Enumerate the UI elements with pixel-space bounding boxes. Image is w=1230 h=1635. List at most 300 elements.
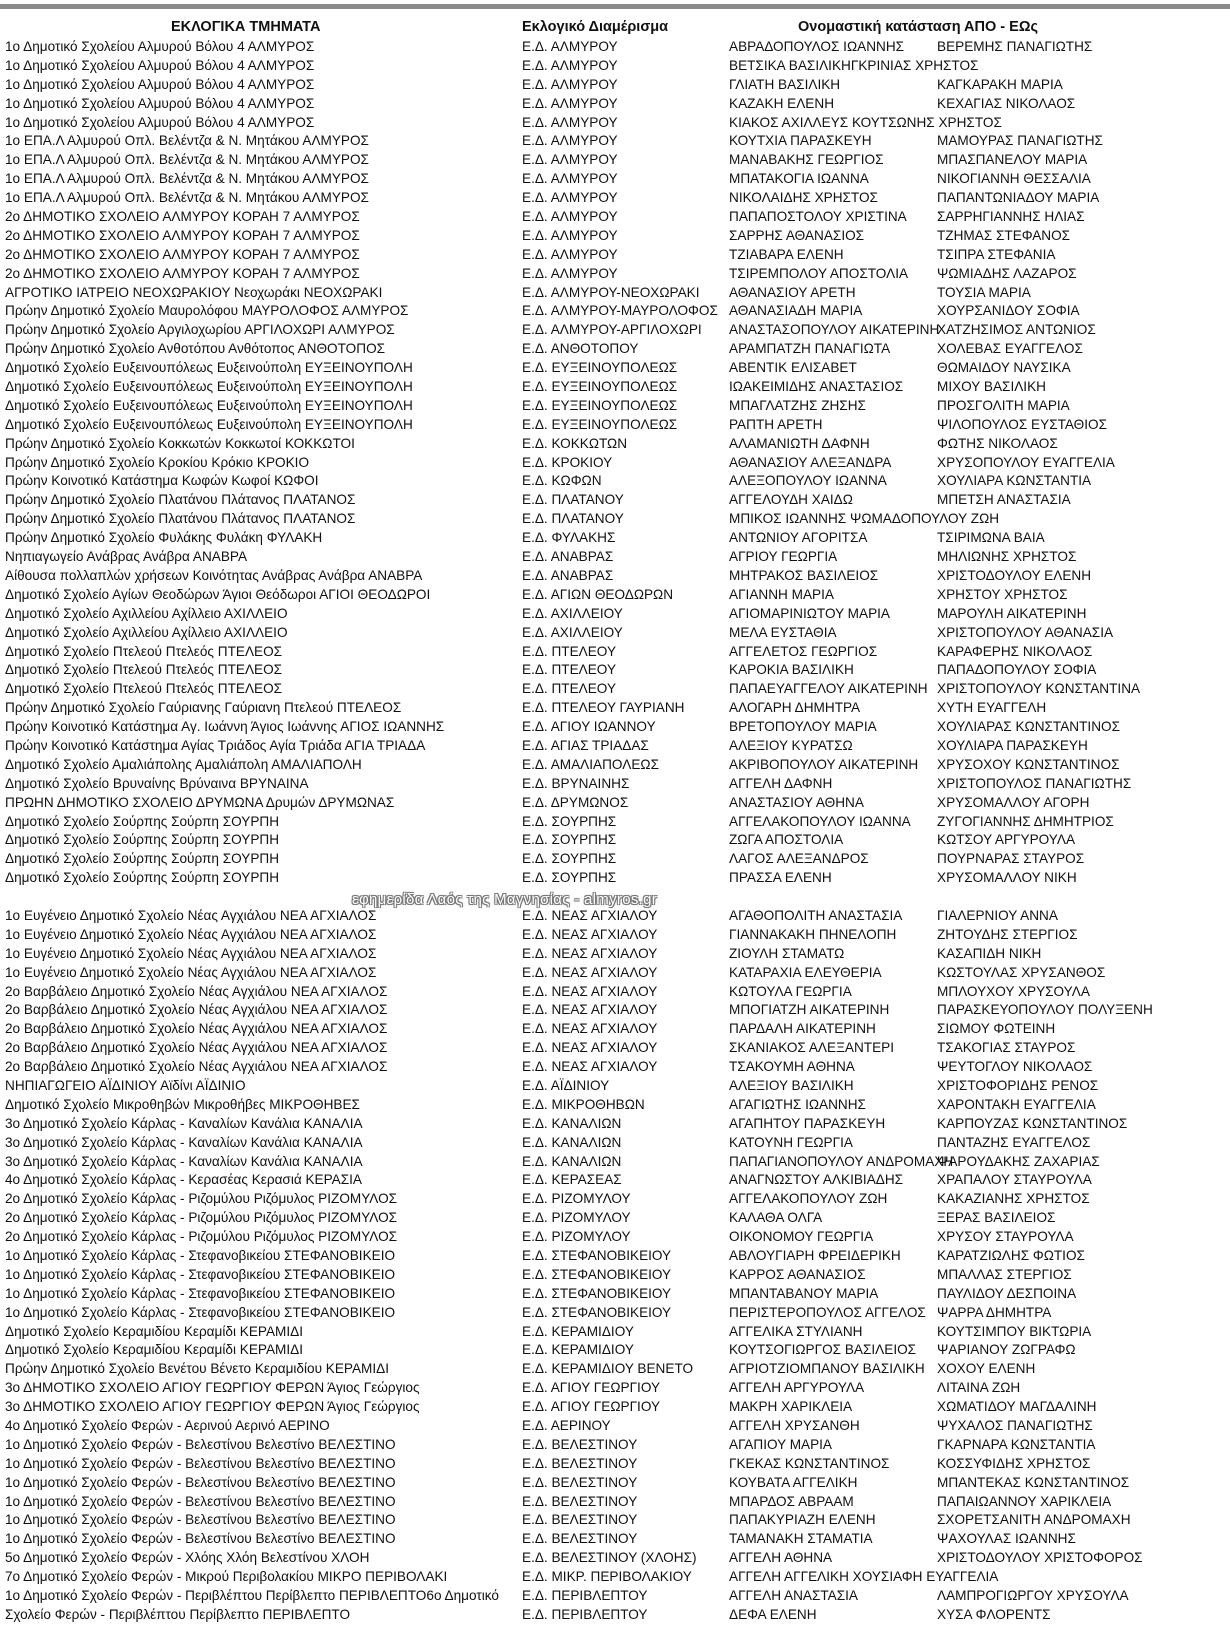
electoral-district: Ε.Δ. ΑΛΜΥΡΟΥ <box>522 76 618 92</box>
name-from: ΤΣΙΡΕΜΠΟΛΟΥ ΑΠΟΣΤΟΛΙΑ <box>729 265 909 281</box>
electoral-district: Ε.Δ. ΜΙΚΡΟΘΗΒΩΝ <box>522 1096 645 1112</box>
electoral-district: Ε.Δ. ΝΕΑΣ ΑΓΧΙΑΛΟΥ <box>522 907 658 923</box>
electoral-district: Ε.Δ. ΑΛΜΥΡΟΥ-ΝΕΟΧΩΡΑΚΙ <box>522 284 700 300</box>
polling-station: 2ο Δημοτικό Σχολείο Κάρλας - Ριζομύλου Ριζόμυλος ΡΙΖΟΜΥΛΟΣ <box>5 1191 398 1207</box>
polling-station: Δημοτικό Σχολείο Σούρπης Σούρπη ΣΟΥΡΠΗ <box>5 870 280 886</box>
electoral-district: Ε.Δ. ΑΝΘΟΤΟΠΟΥ <box>522 341 639 357</box>
table-row <box>0 850 1230 869</box>
electoral-district: Ε.Δ. ΚΑΝΑΛΙΩΝ <box>522 1134 622 1150</box>
electoral-district: Ε.Δ. ΝΕΑΣ ΑΓΧΙΑΛΟΥ <box>522 926 658 942</box>
polling-station: Πρώην Κοινοτικό Κατάστημα Αγίας Τριάδος Αγία Τριάδα ΑΓΙΑ ΤΡΙΑΔΑ <box>5 737 426 753</box>
electoral-district: Ε.Δ. ΚΡΟΚΙΟΥ <box>522 454 613 470</box>
polling-station: 1ο Δημοτικό Σχολείο Φερών - Βελεστίνου Βελεστίνο ΒΕΛΕΣΤΙΝΟ <box>5 1455 396 1471</box>
electoral-district: Ε.Δ. ΑΓΙΩΝ ΘΕΟΔΩΡΩΝ <box>522 586 674 602</box>
name-from: ΑΓΡΙΟΤΖΙΟΜΠΑΝΟΥ ΒΑΣΙΛΙΚΗ <box>729 1361 925 1377</box>
polling-station: Δημοτικό Σχολείο Βρυναίνης Βρύναινα ΒΡΥΝΑΙΝΑ <box>5 775 309 791</box>
table-row <box>0 510 1230 529</box>
electoral-district: Ε.Δ. ΝΕΑΣ ΑΓΧΙΑΛΟΥ <box>522 945 658 961</box>
table-row <box>0 454 1230 473</box>
polling-station: 1ο Δημοτικό Σχολείο Φερών - Βελεστίνου Βελεστίνο ΒΕΛΕΣΤΙΝΟ <box>5 1531 396 1547</box>
name-to: ΚΑΡΠΟΥΖΑΣ ΚΩΝΣΤΑΝΤΙΝΟΣ <box>937 1115 1128 1131</box>
name-to: ΜΠΑΛΛΑΣ ΣΤΕΡΓΙΟΣ <box>937 1266 1072 1282</box>
electoral-district: Ε.Δ. ΑΛΜΥΡΟΥ <box>522 265 618 281</box>
electoral-district: Ε.Δ. ΑΛΜΥΡΟΥ <box>522 95 618 111</box>
polling-station: Δημοτικό Σχολείο Ευξεινουπόλεως Ευξεινούπολη ΕΥΞΕΙΝΟΥΠΟΛΗ <box>5 416 413 432</box>
table-row <box>0 1379 1230 1398</box>
name-to: ΣΑΡΡΗΓΙΑΝΝΗΣ ΗΛΙΑΣ <box>937 209 1085 225</box>
header-electoral-district: Εκλογικό Διαμέρισμα <box>522 19 669 35</box>
name-to: ΧΡΥΣΟΠΟΥΛΟΥ ΕΥΑΓΓΕΛΙΑ <box>937 454 1115 470</box>
name-to: ΧΡΙΣΤΟΠΟΥΛΟΥ ΑΘΑΝΑΣΙΑ <box>937 624 1114 640</box>
polling-station: Πρώην Δημοτικό Σχολείο Πλατάνου Πλάτανος ΠΛΑΤΑΝΟΣ <box>5 492 356 508</box>
name-from: ΓΙΑΝΝΑΚΑΚΗ ΠΗΝΕΛΟΠΗ <box>729 926 897 942</box>
electoral-district: Ε.Δ. ΒΕΛΕΣΤΙΝΟΥ (ΧΛΟΗΣ) <box>522 1550 697 1566</box>
electoral-district: Ε.Δ. ΚΕΡΑΜΙΔΙΟΥ <box>522 1323 634 1339</box>
table-row <box>0 1247 1230 1266</box>
name-from: ΓΚΕΚΑΣ ΚΩΝΣΤΑΝΤΙΝΟΣ <box>729 1455 890 1471</box>
electoral-district: Ε.Δ. ΒΕΛΕΣΤΙΝΟΥ <box>522 1455 638 1471</box>
name-from: ΜΠΑΡΔΟΣ ΑΒΡΑΑΜ <box>729 1493 854 1509</box>
name-to: ΛΙΤΑΙΝΑ ΖΩΗ <box>937 1380 1021 1396</box>
name-from: ΑΝΑΣΤΑΣΟΠΟΥΛΟΥ ΑΙΚΑΤΕΡΙΝΗ <box>729 322 940 338</box>
name-to: ΚΟΣΣΥΦΙΔΗΣ ΧΡΗΣΤΟΣ <box>937 1455 1091 1471</box>
name-to: ΧΟΥΛΙΑΡΑ ΚΩΝΣΤΑΝΤΙΑ <box>937 473 1092 489</box>
name-from: ΑΝΤΩΝΙΟΥ ΑΓΟΡΙΤΣΑ <box>729 530 868 546</box>
table-row <box>0 302 1230 321</box>
table-row <box>0 529 1230 548</box>
electoral-district: Ε.Δ. ΔΡΥΜΩΝΟΣ <box>522 794 629 810</box>
table-row <box>0 605 1230 624</box>
polling-station: 2ο Βαρβάλειο Δημοτικό Σχολείο Νέας Αγχιάλου ΝΕΑ ΑΓΧΙΑΛΟΣ <box>5 1059 388 1075</box>
name-to: ΚΑΡΑΦΕΡΗΣ ΝΙΚΟΛΑΟΣ <box>937 643 1093 659</box>
electoral-district: Ε.Δ. ΚΩΦΩΝ <box>522 473 602 489</box>
name-from: ΚΑΡΡΟΣ ΑΘΑΝΑΣΙΟΣ <box>729 1266 866 1282</box>
polling-station: 2ο Βαρβάλειο Δημοτικό Σχολείο Νέας Αγχιάλου ΝΕΑ ΑΓΧΙΑΛΟΣ <box>5 1002 388 1018</box>
polling-table <box>0 38 1230 1625</box>
name-to: ΧΟΥΡΣΑΝΙΔΟΥ ΣΟΦΙΑ <box>937 303 1080 319</box>
electoral-district: Ε.Δ. ΝΕΑΣ ΑΓΧΙΑΛΟΥ <box>522 1059 658 1075</box>
polling-station: 1ο Ευγένειο Δημοτικό Σχολείο Νέας Αγχιάλου ΝΕΑ ΑΓΧΙΑΛΟΣ <box>5 945 377 961</box>
name-to: ΚΑΓΚΑΡΑΚΗ ΜΑΡΙΑ <box>937 76 1063 92</box>
name-to: ΠΑΠΑΙΩΑΝΝΟΥ ΧΑΡΙΚΛΕΙΑ <box>937 1493 1112 1509</box>
polling-station: Αίθουσα πολλαπλών χρήσεων Κοινότητας Ανάβρας Ανάβρα ΑΝΑΒΡΑ <box>5 567 423 583</box>
name-to: ΧΡΑΠΑΛΟΥ ΣΤΑΥΡΟΥΛΑ <box>937 1172 1092 1188</box>
name-from: ΚΟΥΤΧΙΑ ΠΑΡΑΣΚΕΥΗ <box>729 133 872 149</box>
electoral-district: Ε.Δ. ΚΟΚΚΩΤΩΝ <box>522 435 628 451</box>
electoral-district: Ε.Δ. ΕΥΞΕΙΝΟΥΠΟΛΕΩΣ <box>522 360 678 376</box>
name-from: ΑΛΕΞΙΟΥ ΚΥΡΑΤΣΩ <box>729 737 853 753</box>
name-from: ΑΓΑΠΗΤΟΥ ΠΑΡΑΣΚΕΥΗ <box>729 1115 886 1131</box>
polling-station: 4ο Δημοτικό Σχολείο Κάρλας - Κερασέας Κερασιά ΚΕΡΑΣΙΑ <box>5 1172 362 1188</box>
polling-station: 2ο ΔΗΜΟΤΙΚΟ ΣΧΟΛΕΙΟ ΑΛΜΥΡΟΥ ΚΟΡΑΗ 7 ΑΛΜΥΡΟΣ <box>5 227 360 243</box>
name-from: ΠΑΠΑΕΥΑΓΓΕΛΟΥ ΑΙΚΑΤΕΡΙΝΗ <box>729 681 928 697</box>
table-row <box>0 359 1230 378</box>
name-to: ΧΩΜΑΤΙΔΟΥ ΜΑΓΔΑΛΙΝΗ <box>937 1399 1097 1415</box>
polling-station: 1ο Δημοτικό Σχολείου Αλμυρού Βόλου 4 ΑΛΜΥΡΟΣ <box>5 39 315 54</box>
polling-station: Δημοτικό Σχολείο Αγίων Θεοδώρων Άγιοι Θεόδωροι ΑΓΙΟΙ ΘΕΟΔΩΡΟΙ <box>5 586 431 602</box>
name-from: ΡΑΠΤΗ ΑΡΕΤΗ <box>729 416 823 432</box>
electoral-district: Ε.Δ. ΡΙΖΟΜΥΛΟΥ <box>522 1210 631 1226</box>
table-row <box>0 831 1230 850</box>
name-from: ΑΓΙΟΜΑΡΙΝΙΩΤΟΥ ΜΑΡΙΑ <box>729 605 890 621</box>
table-row <box>0 983 1230 1002</box>
polling-station: 1ο Δημοτικό Σχολείου Αλμυρού Βόλου 4 ΑΛΜΥΡΟΣ <box>5 76 315 92</box>
name-to: ΜΙΧΟΥ ΒΑΣΙΛΙΚΗ <box>937 379 1046 395</box>
electoral-district: Ε.Δ. ΑΓΙΟΥ ΓΕΩΡΓΙΟΥ <box>522 1380 661 1396</box>
name-to: ΚΟΥΤΣΙΜΠΟΥ ΒΙΚΤΩΡΙΑ <box>937 1323 1092 1339</box>
polling-station: Πρώην Δημοτικό Σχολείο Φυλάκης Φυλάκη ΦΥΛΑΚΗ <box>5 530 323 546</box>
electoral-district: Ε.Δ. ΚΑΝΑΛΙΩΝ <box>522 1153 622 1169</box>
name-from: ΑΓΓΕΛΟΥΔΗ ΧΑΙΔΩ <box>729 492 853 508</box>
name-to: ΞΕΡΑΣ ΒΑΣΙΛΕΙΟΣ <box>937 1210 1056 1226</box>
name-from: ΑΝΑΓΝΩΣΤΟΥ ΑΛΚΙΒΙΑΔΗΣ <box>729 1172 904 1188</box>
electoral-district: Ε.Δ. ΣΤΕΦΑΝΟΒΙΚΕΙΟΥ <box>522 1248 672 1263</box>
electoral-district: Ε.Δ. ΠΕΡΙΒΛΕΠΤΟΥ <box>522 1588 648 1604</box>
polling-station: 1ο Δημοτικό Σχολείο Κάρλας - Στεφανοβικείου ΣΤΕΦΑΝΟΒΙΚΕΙΟ <box>5 1266 396 1282</box>
electoral-district: Ε.Δ. ΑΛΜΥΡΟΥ <box>522 171 618 187</box>
name-to: ΤΖΗΜΑΣ ΣΤΕΦΑΝΟΣ <box>937 227 1071 243</box>
name-to: ΠΑΝΤΑΖΗΣ ΕΥΑΓΓΕΛΟΣ <box>937 1134 1091 1150</box>
electoral-district: Ε.Δ. ΠΤΕΛΕΟΥ <box>522 681 617 697</box>
polling-station: 1ο Δημοτικό Σχολείου Αλμυρού Βόλου 4 ΑΛΜΥΡΟΣ <box>5 57 315 73</box>
electoral-district: Ε.Δ. ΡΙΖΟΜΥΛΟΥ <box>522 1229 631 1245</box>
name-from: ΤΖΙΑΒΑΡΑ ΕΛΕΝΗ <box>729 246 844 262</box>
electoral-district: Ε.Δ. ΝΕΑΣ ΑΓΧΙΑΛΟΥ <box>522 983 658 999</box>
name-to: ΒΕΡΕΜΗΣ ΠΑΝΑΓΙΩΤΗΣ <box>937 39 1093 54</box>
polling-station: 1ο ΕΠΑ.Λ Αλμυρού Οπλ. Βελέντζα & Ν. Μητάκου ΑΛΜΥΡΟΣ <box>5 171 369 187</box>
table-row <box>0 737 1230 756</box>
name-to: ΧΟΧΟΥ ΕΛΕΝΗ <box>937 1361 1036 1377</box>
electoral-district: Ε.Δ. ΚΕΡΑΜΙΔΙΟΥ <box>522 1342 634 1358</box>
name-from: ΖΙΟΥΛΗ ΣΤΑΜΑΤΩ <box>729 945 845 961</box>
polling-station: Πρώην Δημοτικό Σχολείο Αργιλοχωρίου ΑΡΓΙΛΟΧΩΡΙ ΑΛΜΥΡΟΣ <box>5 322 395 338</box>
name-from: ΠΑΡΔΑΛΗ ΑΙΚΑΤΕΡΙΝΗ <box>729 1021 876 1037</box>
electoral-district: Ε.Δ. ΣΟΥΡΠΗΣ <box>522 832 617 848</box>
top-rule <box>0 4 1230 9</box>
table-row <box>0 1568 1230 1587</box>
name-from: ΑΡΑΜΠΑΤΖΗ ΠΑΝΑΓΙΩΤΑ <box>729 341 891 357</box>
electoral-district: Ε.Δ. ΒΕΛΕΣΤΙΝΟΥ <box>522 1493 638 1509</box>
polling-station: 2ο ΔΗΜΟΤΙΚΟ ΣΧΟΛΕΙΟ ΑΛΜΥΡΟΥ ΚΟΡΑΗ 7 ΑΛΜΥΡΟΣ <box>5 209 360 225</box>
table-row <box>0 491 1230 510</box>
name-from: ΜΠΑΤΑΚΟΓΙΑ ΙΩΑΝΝΑ <box>729 171 869 187</box>
name-from: ΑΓΓΕΛΗ ΑΓΓΕΛΙΚΗ ΧΟΥΣΙΑΦΗ ΕΥΑΓΓΕΛΙΑ <box>729 1569 999 1585</box>
polling-station: 1ο Δημοτικό Σχολείο Φερών - Βελεστίνου Βελεστίνο ΒΕΛΕΣΤΙΝΟ <box>5 1474 396 1490</box>
table-row <box>0 1115 1230 1134</box>
electoral-district: Ε.Δ. ΑΛΜΥΡΟΥ <box>522 152 618 168</box>
name-to: ΓΚΑΡΝΑΡΑ ΚΩΝΣΤΑΝΤΙΑ <box>937 1436 1096 1452</box>
table-row <box>0 1077 1230 1096</box>
table-row <box>0 586 1230 605</box>
name-from: ΑΒΕΝΤΙΚ ΕΛΙΣΑΒΕΤ <box>729 360 857 376</box>
electoral-district: Ε.Δ. ΚΕΡΑΣΕΑΣ <box>522 1172 622 1188</box>
table-row <box>0 1096 1230 1115</box>
polling-station: Νηπιαγωγείο Ανάβρας Ανάβρα ΑΝΑΒΡΑ <box>5 549 248 565</box>
table-row <box>0 1436 1230 1455</box>
electoral-district: Ε.Δ. ΜΙΚΡ. ΠΕΡΙΒΟΛΑΚΙΟΥ <box>522 1569 692 1585</box>
name-from: ΑΒΛΟΥΓΙΑΡΗ ΦΡΕΙΔΕΡΙΚΗ <box>729 1248 901 1263</box>
name-from: ΟΙΚΟΝΟΜΟΥ ΓΕΩΡΓΙΑ <box>729 1229 874 1245</box>
polling-station: Δημοτικό Σχολείο Ευξεινουπόλεως Ευξεινούπολη ΕΥΞΕΙΝΟΥΠΟΛΗ <box>5 397 413 413</box>
name-to: ΨΑΡΡΑ ΔΗΜΗΤΡΑ <box>937 1304 1052 1320</box>
polling-station: Δημοτικό Σχολείο Πτελεού Πτελεός ΠΤΕΛΕΟΣ <box>5 662 283 678</box>
electoral-district: Ε.Δ. ΑΓΙΑΣ ΤΡΙΑΔΑΣ <box>522 737 649 753</box>
name-from: ΑΝΑΣΤΑΣΙΟΥ ΑΘΗΝΑ <box>729 794 864 810</box>
electoral-district: Ε.Δ. ΠΤΕΛΕΟΥ <box>522 662 617 678</box>
polling-station: Δημοτικό Σχολείο Μικροθηβών Μικροθήβες ΜΙΚΡΟΘΗΒΕΣ <box>5 1096 360 1112</box>
name-from: ΠΡΑΣΣΑ ΕΛΕΝΗ <box>729 870 832 886</box>
name-from: ΓΛΙΑΤΗ ΒΑΣΙΛΙΚΗ <box>729 76 841 92</box>
electoral-district: Ε.Δ. ΕΥΞΕΙΝΟΥΠΟΛΕΩΣ <box>522 397 678 413</box>
table-row <box>0 397 1230 416</box>
polling-station: 1ο Δημοτικό Σχολείο Φερών - Βελεστίνου Βελεστίνο ΒΕΛΕΣΤΙΝΟ <box>5 1512 396 1528</box>
electoral-district: Ε.Δ. ΒΕΛΕΣΤΙΝΟΥ <box>522 1474 638 1490</box>
electoral-district: Ε.Δ. ΒΕΛΕΣΤΙΝΟΥ <box>522 1436 638 1452</box>
table-row <box>0 57 1230 76</box>
name-to: ΜΠΑΣΠΑΝΕΛΟΥ ΜΑΡΙΑ <box>937 152 1088 168</box>
name-to: ΧΡΙΣΤΟΔΟΥΛΟΥ ΧΡΙΣΤΟΦΟΡΟΣ <box>937 1550 1143 1566</box>
electoral-district: Ε.Δ. ΕΥΞΕΙΝΟΥΠΟΛΕΩΣ <box>522 416 678 432</box>
electoral-district: Ε.Δ. ΑΛΜΥΡΟΥ <box>522 133 618 149</box>
electoral-district: Ε.Δ. ΑΧΙΛΛΕΙΟΥ <box>522 605 623 621</box>
name-from: ΣΚΑΝΙΑΚΟΣ ΑΛΕΞΑΝΤΕΡΙ <box>729 1040 894 1056</box>
electoral-district: Ε.Δ. ΝΕΑΣ ΑΓΧΙΑΛΟΥ <box>522 964 658 980</box>
table-row <box>0 95 1230 114</box>
table-row <box>0 661 1230 680</box>
electoral-district: Ε.Δ. ΦΥΛΑΚΗΣ <box>522 530 616 546</box>
polling-station: Δημοτικό Σχολείο Ευξεινουπόλεως Ευξεινούπολη ΕΥΞΕΙΝΟΥΠΟΛΗ <box>5 360 413 376</box>
polling-station: 1ο Δημοτικό Σχολείο Κάρλας - Στεφανοβικείου ΣΤΕΦΑΝΟΒΙΚΕΙΟ <box>5 1304 396 1320</box>
name-from: ΔΕΦΑ ΕΛΕΝΗ <box>729 1606 817 1622</box>
name-from: ΚΩΤΟΥΛΑ ΓΕΩΡΓΙΑ <box>729 983 852 999</box>
table-row <box>0 1398 1230 1417</box>
name-from: ΖΩΓΑ ΑΠΟΣΤΟΛΙΑ <box>729 832 844 848</box>
electoral-district: Ε.Δ. ΚΑΝΑΛΙΩΝ <box>522 1115 622 1131</box>
name-to: ΠΑΡΑΣΚΕΥΟΠΟΥΛΟΥ ΠΟΛΥΞΕΝΗ <box>937 1002 1153 1018</box>
name-to: ΧΡΥΣΟΜΑΛΛΟΥ ΑΓΟΡΗ <box>937 794 1090 810</box>
table-row <box>0 1549 1230 1568</box>
name-from: ΑΓΑΘΟΠΟΛΙΤΗ ΑΝΑΣΤΑΣΙΑ <box>729 907 903 923</box>
table-row <box>0 548 1230 567</box>
electoral-district: Ε.Δ. ΑΛΜΥΡΟΥ <box>522 227 618 243</box>
name-from: ΑΛΑΜΑΝΙΩΤΗ ΔΑΦΝΗ <box>729 435 870 451</box>
table-row <box>0 567 1230 586</box>
table-row <box>0 38 1230 57</box>
table-row <box>0 284 1230 303</box>
name-to: ΧΥΣΑ ΦΛΟΡΕΝΤΣ <box>937 1606 1051 1622</box>
table-row <box>0 1587 1230 1606</box>
name-to: ΚΑΣΑΠΙΔΗ ΝΙΚΗ <box>937 945 1042 961</box>
polling-station: 1ο Δημοτικό Σχολείο Φερών - Περιβλέπτου Περίβλεπτο ΠΕΡΙΒΛΕΠΤΟ6ο Δημοτικό <box>5 1588 499 1604</box>
name-from: ΠΕΡΙΣΤΕΡΟΠΟΥΛΟΣ ΑΓΓΕΛΟΣ <box>729 1304 926 1320</box>
electoral-district: Ε.Δ. ΠΕΡΙΒΛΕΠΤΟΥ <box>522 1606 648 1622</box>
name-from: ΤΑΜΑΝΑΚΗ ΣΤΑΜΑΤΙΑ <box>729 1531 873 1547</box>
polling-station: 1ο ΕΠΑ.Λ Αλμυρού Οπλ. Βελέντζα & Ν. Μητάκου ΑΛΜΥΡΟΣ <box>5 152 369 168</box>
table-row <box>0 189 1230 208</box>
name-from: ΑΚΡΙΒΟΠΟΥΛΟΥ ΑΙΚΑΤΕΡΙΝΗ <box>729 756 919 772</box>
name-to: ΧΑΡΟΝΤΑΚΗ ΕΥΑΓΓΕΛΙΑ <box>937 1096 1096 1112</box>
name-from: ΛΑΓΟΣ ΑΛΕΞΑΝΔΡΟΣ <box>729 851 869 867</box>
name-to: ΜΑΡΟΥΛΗ ΑΙΚΑΤΕΡΙΝΗ <box>937 605 1087 621</box>
name-to: ΠΡΟΣΓΟΛΙΤΗ ΜΑΡΙΑ <box>937 397 1070 413</box>
table-row <box>0 76 1230 95</box>
table-row <box>0 945 1230 964</box>
table-row <box>0 1153 1230 1172</box>
name-to: ΛΑΜΠΡΟΓΙΩΡΓΟΥ ΧΡΥΣΟΥΛΑ <box>937 1588 1129 1604</box>
name-to: ΝΙΚΟΓΙΑΝΝΗ ΘΕΣΣΑΛΙΑ <box>937 171 1091 187</box>
table-row <box>0 1530 1230 1549</box>
name-from: ΚΟΥΤΣΟΓΙΩΡΓΟΣ ΒΑΣΙΛΕΙΟΣ <box>729 1342 917 1358</box>
table-row <box>0 1134 1230 1153</box>
name-from: ΤΣΑΚΟΥΜΗ ΑΘΗΝΑ <box>729 1059 855 1075</box>
table-row <box>0 435 1230 454</box>
name-to: ΚΕΧΑΓΙΑΣ ΝΙΚΟΛΑΟΣ <box>937 95 1076 111</box>
electoral-district: Ε.Δ. ΑΝΑΒΡΑΣ <box>522 567 614 583</box>
polling-station: Πρώην Δημοτικό Σχολείο Πλατάνου Πλάτανος ΠΛΑΤΑΝΟΣ <box>5 511 356 527</box>
name-to: ΤΣΙΠΡΑ ΣΤΕΦΑΝΙΑ <box>937 246 1056 262</box>
electoral-district: Ε.Δ. ΑΪΔΙΝΙΟΥ <box>522 1077 610 1093</box>
electoral-district: Ε.Δ. ΝΕΑΣ ΑΓΧΙΑΛΟΥ <box>522 1040 658 1056</box>
name-to: ΠΑΥΛΙΔΟΥ ΔΕΣΠΟΙΝΑ <box>937 1285 1077 1301</box>
electoral-district: Ε.Δ. ΑΛΜΥΡΟΥ <box>522 39 618 54</box>
electoral-district: Ε.Δ. ΠΤΕΛΕΟΥ ΓΑΥΡΙΑΝΗ <box>522 700 685 716</box>
table-row <box>0 1606 1230 1625</box>
electoral-district: Ε.Δ. ΒΕΛΕΣΤΙΝΟΥ <box>522 1531 638 1547</box>
name-to: ΦΩΤΗΣ ΝΙΚΟΛΑΟΣ <box>937 435 1058 451</box>
name-to: ΧΡΙΣΤΟΔΟΥΛΟΥ ΕΛΕΝΗ <box>937 567 1092 583</box>
name-from: ΙΩΑΚΕΙΜΙΔΗΣ ΑΝΑΣΤΑΣΙΟΣ <box>729 379 904 395</box>
table-row <box>0 1209 1230 1228</box>
polling-station: Δημοτικό Σχολείο Σούρπης Σούρπη ΣΟΥΡΠΗ <box>5 851 280 867</box>
polling-station: ΠΡΩΗΝ ΔΗΜΟΤΙΚΟ ΣΧΟΛΕΙΟ ΔΡΥΜΩΝΑ Δρυμών ΔΡΥΜΩΝΑΣ <box>5 794 395 810</box>
table-row <box>0 756 1230 775</box>
name-to: ΧΟΥΛΙΑΡΑΣ ΚΩΝΣΤΑΝΤΙΝΟΣ <box>937 719 1120 735</box>
polling-station: 1ο Δημοτικό Σχολείο Κάρλας - Στεφανοβικείου ΣΤΕΦΑΝΟΒΙΚΕΙΟ <box>5 1285 396 1301</box>
electoral-district: Ε.Δ. ΠΤΕΛΕΟΥ <box>522 643 617 659</box>
name-to: ΧΥΤΗ ΕΥΑΓΓΕΛΗ <box>937 700 1047 716</box>
name-to: ΧΡΙΣΤΟΦΟΡΙΔΗΣ ΡΕΝΟΣ <box>937 1077 1099 1093</box>
table-row <box>0 472 1230 491</box>
table-row <box>0 151 1230 170</box>
polling-station: 2ο Βαρβάλειο Δημοτικό Σχολείο Νέας Αγχιάλου ΝΕΑ ΑΓΧΙΑΛΟΣ <box>5 983 388 999</box>
table-row <box>0 680 1230 699</box>
table-row <box>0 1001 1230 1020</box>
electoral-district: Ε.Δ. ΣΟΥΡΠΗΣ <box>522 813 617 829</box>
name-to: ΠΑΠΑΝΤΩΝΙΑΔΟΥ ΜΑΡΙΑ <box>937 190 1100 206</box>
polling-station: 3ο Δημοτικό Σχολείο Κάρλας - Καναλίων Κανάλια ΚΑΝΑΛΙΑ <box>5 1153 363 1169</box>
name-from: ΑΓΓΕΛΑΚΟΠΟΥΛΟΥ ΙΩΑΝΝΑ <box>729 813 911 829</box>
name-from: ΒΡΕΤΟΠΟΥΛΟΥ ΜΑΡΙΑ <box>729 719 877 735</box>
polling-station: Πρώην Δημοτικό Σχολείο Μαυρολόφου ΜΑΥΡΟΛΟΦΟΣ ΑΛΜΥΡΟΣ <box>5 303 409 319</box>
table-row <box>0 699 1230 718</box>
polling-station: Δημοτικό Σχολείο Σούρπης Σούρπη ΣΟΥΡΠΗ <box>5 813 280 829</box>
table-row <box>0 907 1230 926</box>
polling-station: Δημοτικό Σχολείο Πτελεού Πτελεός ΠΤΕΛΕΟΣ <box>5 643 283 659</box>
name-to: ΠΟΥΡΝΑΡΑΣ ΣΤΑΥΡΟΣ <box>937 851 1085 867</box>
polling-station: ΝΗΠΙΑΓΩΓΕΙΟ ΑΪΔΙΝΙΟΥ Αϊδίνι ΑΪΔΙΝΙΟ <box>5 1077 246 1093</box>
electoral-district: Ε.Δ. ΝΕΑΣ ΑΓΧΙΑΛΟΥ <box>522 1021 658 1037</box>
electoral-district: Ε.Δ. ΒΡΥΝΑΙΝΗΣ <box>522 775 630 791</box>
name-to: ΠΑΠΑΔΟΠΟΥΛΟΥ ΣΟΦΙΑ <box>937 662 1097 678</box>
polling-station: 1ο ΕΠΑ.Λ Αλμυρού Οπλ. Βελέντζα & Ν. Μητάκου ΑΛΜΥΡΟΣ <box>5 190 369 206</box>
name-from: ΜΗΤΡΑΚΟΣ ΒΑΣΙΛΕΙΟΣ <box>729 567 879 583</box>
polling-station: 1ο Ευγένειο Δημοτικό Σχολείο Νέας Αγχιάλου ΝΕΑ ΑΓΧΙΑΛΟΣ <box>5 907 377 923</box>
electoral-district: Ε.Δ. ΑΛΜΥΡΟΥ-ΑΡΓΙΛΟΧΩΡΙ <box>522 322 702 338</box>
name-to: ΚΩΣΤΟΥΛΑΣ ΧΡΥΣΑΝΘΟΣ <box>937 964 1106 980</box>
polling-station: Πρώην Κοινοτικό Κατάστημα Αγ. Ιωάννη Άγιος Ιωάννης ΑΓΙΟΣ ΙΩΑΝΝΗΣ <box>5 719 445 735</box>
table-row <box>0 1455 1230 1474</box>
name-to: ΚΑΡΑΤΖΙΩΛΗΣ ΦΩΤΙΟΣ <box>937 1248 1085 1263</box>
name-from: ΑΓΡΙΟΥ ΓΕΩΡΓΙΑ <box>729 549 838 565</box>
polling-station: 1ο Δημοτικό Σχολείο Κάρλας - Στεφανοβικείου ΣΤΕΦΑΝΟΒΙΚΕΙΟ <box>5 1248 396 1263</box>
name-to: ΣΙΩΜΟΥ ΦΩΤΕΙΝΗ <box>937 1021 1056 1037</box>
name-from: ΜΠΙΚΟΣ ΙΩΑΝΝΗΣ ΨΩΜΑΔΟΠΟΥΛΟΥ ΖΩΗ <box>729 511 1000 527</box>
name-from: ΑΓΑΠΙΟΥ ΜΑΡΙΑ <box>729 1436 833 1452</box>
polling-station: Πρώην Δημοτικό Σχολείο Κροκίου Κρόκιο ΚΡΟΚΙΟ <box>5 454 310 470</box>
header-polling-stations: ΕΚΛΟΓΙΚΑ ΤΜΗΜΑΤΑ <box>171 19 321 35</box>
polling-station: 2ο Δημοτικό Σχολείο Κάρλας - Ριζομύλου Ριζόμυλος ΡΙΖΟΜΥΛΟΣ <box>5 1229 398 1245</box>
table-row <box>0 416 1230 435</box>
name-from: ΑΛΕΞΙΟΥ ΒΑΣΙΛΙΚΗ <box>729 1077 854 1093</box>
name-from: ΚΙΑΚΟΣ ΑΧΙΛΛΕΥΣ ΚΟΥΤΣΩΝΗΣ ΧΡΗΣΤΟΣ <box>729 114 1002 130</box>
polling-station: Δημοτικό Σχολείο Πτελεού Πτελεός ΠΤΕΛΕΟΣ <box>5 681 283 697</box>
polling-station: Πρώην Δημοτικό Σχολείο Ανθοτόπου Ανθότοπος ΑΝΘΟΤΟΠΟΣ <box>5 341 386 357</box>
name-to: ΤΣΙΡΙΜΩΝΑ ΒΑΙΑ <box>937 530 1045 546</box>
table-row <box>0 964 1230 983</box>
table-row <box>0 1360 1230 1379</box>
name-to: ΨΕΥΤΟΓΛΟΥ ΝΙΚΟΛΑΟΣ <box>937 1059 1093 1075</box>
name-from: ΠΑΠΑΚΥΡΙΑΖΗ ΕΛΕΝΗ <box>729 1512 876 1528</box>
name-to: ΜΑΜΟΥΡΑΣ ΠΑΝΑΓΙΩΤΗΣ <box>937 133 1103 149</box>
name-from: ΑΓΓΕΛΑΚΟΠΟΥΛΟΥ ΖΩΗ <box>729 1191 888 1207</box>
table-row <box>0 170 1230 189</box>
name-from: ΜΕΛΑ ΕΥΣΤΑΘΙΑ <box>729 624 837 640</box>
electoral-district: Ε.Δ. ΑΛΜΥΡΟΥ <box>522 114 618 130</box>
table-row <box>0 1266 1230 1285</box>
name-to: ΨΙΛΟΠΟΥΛΟΣ ΕΥΣΤΑΘΙΟΣ <box>937 416 1107 432</box>
table-row <box>0 1474 1230 1493</box>
electoral-district: Ε.Δ. ΑΓΙΟΥ ΙΩΑΝΝΟΥ <box>522 719 656 735</box>
polling-station: Δημοτικό Σχολείο Αχιλλείου Αχίλλειο ΑΧΙΛΛΕΙΟ <box>5 605 288 621</box>
table-row <box>0 926 1230 945</box>
name-from: ΚΑΡΟΚΙΑ ΒΑΣΙΛΙΚΗ <box>729 662 854 678</box>
name-from: ΑΘΑΝΑΣΙΟΥ ΑΡΕΤΗ <box>729 284 856 300</box>
polling-station: Πρώην Δημοτικό Σχολείο Βενέτου Βένετο Κεραμιδίου ΚΕΡΑΜΙΔΙ <box>5 1361 390 1377</box>
name-to: ΚΩΤΣΟΥ ΑΡΓΥΡΟΥΛΑ <box>937 832 1076 848</box>
polling-station: 2ο Δημοτικό Σχολείο Κάρλας - Ριζομύλου Ριζόμυλος ΡΙΖΟΜΥΛΟΣ <box>5 1210 398 1226</box>
name-from: ΚΟΥΒΑΤΑ ΑΓΓΕΛΙΚΗ <box>729 1474 858 1490</box>
name-from: ΜΑΝΑΒΑΚΗΣ ΓΕΩΡΓΙΟΣ <box>729 152 884 168</box>
polling-station: 3ο Δημοτικό Σχολείο Κάρλας - Καναλίων Κανάλια ΚΑΝΑΛΙΑ <box>5 1115 363 1131</box>
table-row <box>0 643 1230 662</box>
polling-station: 5ο Δημοτικό Σχολείο Φερών - Χλόης Χλόη Βελεστίνου ΧΛΟΗ <box>5 1550 370 1566</box>
table-row <box>0 1058 1230 1077</box>
table-row <box>0 246 1230 265</box>
name-to: ΧΡΙΣΤΟΠΟΥΛΟΣ ΠΑΝΑΓΙΩΤΗΣ <box>937 775 1132 791</box>
polling-station: 1ο Ευγένειο Δημοτικό Σχολείο Νέας Αγχιάλου ΝΕΑ ΑΓΧΙΑΛΟΣ <box>5 964 377 980</box>
name-from: ΜΠΑΓΛΑΤΖΗΣ ΖΗΣΗΣ <box>729 397 866 413</box>
polling-station: 2ο Βαρβάλειο Δημοτικό Σχολείο Νέας Αγχιάλου ΝΕΑ ΑΓΧΙΑΛΟΣ <box>5 1021 388 1037</box>
name-from: ΑΘΑΝΑΣΙΑΔΗ ΜΑΡΙΑ <box>729 303 863 319</box>
electoral-district: Ε.Δ. ΣΤΕΦΑΝΟΒΙΚΕΙΟΥ <box>522 1304 672 1320</box>
name-to: ΧΟΥΛΙΑΡΑ ΠΑΡΑΣΚΕΥΗ <box>937 737 1088 753</box>
name-from: ΜΠΑΝΤΑΒΑΝΟΥ ΜΑΡΙΑ <box>729 1285 879 1301</box>
polling-station: Δημοτικό Σχολείο Σούρπης Σούρπη ΣΟΥΡΠΗ <box>5 832 280 848</box>
table-row <box>0 1171 1230 1190</box>
electoral-district: Ε.Δ. ΡΙΖΟΜΥΛΟΥ <box>522 1191 631 1207</box>
polling-station: Πρώην Δημοτικό Σχολείο Γαύριανης Γαύριανη Πτελεού ΠΤΕΛΕΟΣ <box>5 700 402 716</box>
table-row <box>0 775 1230 794</box>
